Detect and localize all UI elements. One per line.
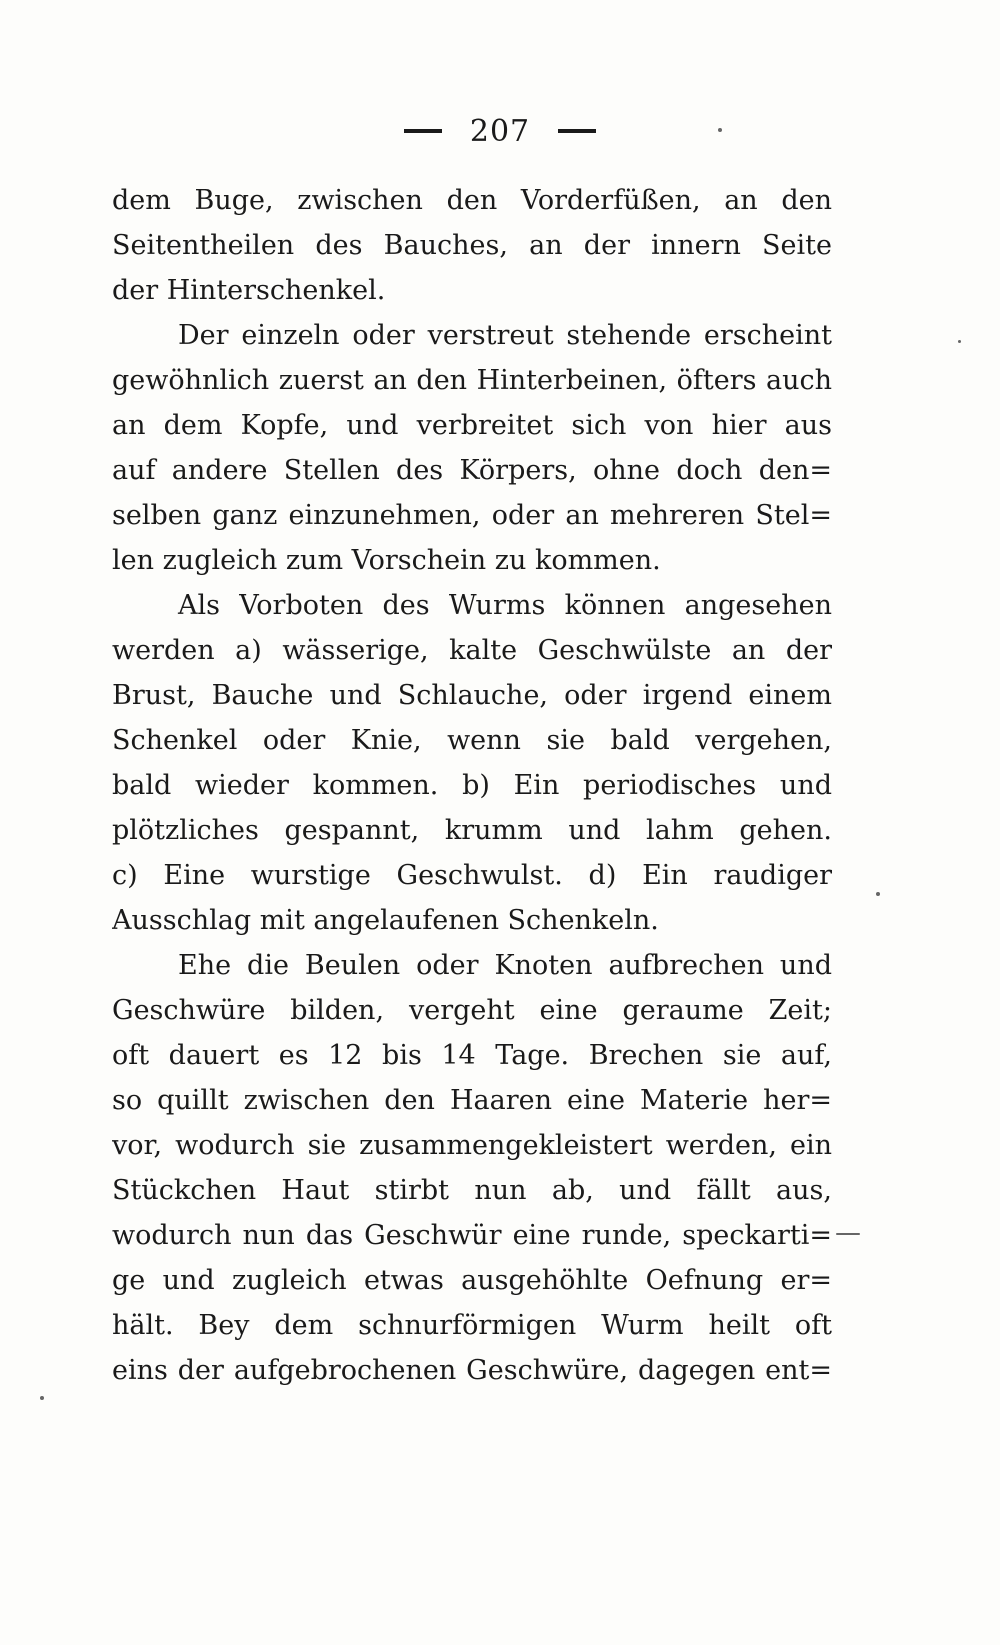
text-line: werden a) wässerige, kalte Geschwülste an der [112, 635, 832, 666]
text-line: len zugleich zum Vorschein zu kommen. [112, 545, 661, 576]
text-line: oft dauert es 12 bis 14 Tage. Brechen sie auf, [112, 1040, 832, 1071]
text-line: Schenkel oder Knie, wenn sie bald vergehen, [112, 725, 832, 756]
text-line: auf andere Stellen des Körpers, ohne doch den= [112, 455, 832, 486]
page-text [112, 178, 832, 1393]
text-line: Ausschlag mit angelaufenen Schenkeln. [112, 905, 659, 936]
text-line: Seitentheilen des Bauches, an der innern Seite [112, 230, 832, 261]
text-line: Der einzeln oder verstreut stehende erscheint [178, 320, 832, 351]
scan-speck [958, 340, 961, 343]
scan-speck [718, 128, 722, 132]
text-line: so quillt zwischen den Haaren eine Materie her= [112, 1085, 832, 1116]
text-line: Geschwüre bilden, vergeht eine geraume Zeit; [112, 995, 832, 1026]
text-line: Brust, Bauche und Schlauche, oder irgend einem [112, 680, 832, 711]
text-line: selben ganz einzunehmen, oder an mehreren Stel= [112, 500, 832, 531]
header-dash-right [558, 129, 596, 133]
text-line: wodurch nun das Geschwür eine runde, speckarti= [112, 1220, 832, 1251]
paragraph [112, 943, 832, 1393]
text-line: c) Eine wurstige Geschwulst. d) Ein raudiger [112, 860, 832, 891]
paragraph [112, 313, 832, 583]
text-line: vor, wodurch sie zusammengekleistert werden, ein [112, 1130, 832, 1161]
page-header [0, 112, 1000, 149]
text-line: eins der aufgebrochenen Geschwüre, dagegen ent= [112, 1355, 832, 1386]
paragraph [112, 178, 832, 313]
text-line: an dem Kopfe, und verbreitet sich von hier aus [112, 410, 832, 441]
text-line: dem Buge, zwischen den Vorderfüßen, an den [112, 185, 832, 216]
text-line: Stückchen Haut stirbt nun ab, und fällt aus, [112, 1175, 832, 1206]
scan-speck [40, 1396, 44, 1400]
scan-speck [836, 1233, 860, 1235]
text-line: ge und zugleich etwas ausgehöhlte Oefnung er= [112, 1265, 832, 1296]
text-line: der Hinterschenkel. [112, 275, 386, 306]
scan-speck [876, 892, 880, 896]
text-line: bald wieder kommen. b) Ein periodisches und [112, 770, 832, 801]
header-dash-left [404, 129, 442, 133]
text-line: Als Vorboten des Wurms können angesehen [178, 590, 832, 621]
text-line: Ehe die Beulen oder Knoten aufbrechen und [178, 950, 832, 981]
text-line: plötzliches gespannt, krumm und lahm gehen. [112, 815, 832, 846]
page-number: 207 [469, 113, 531, 149]
paragraph [112, 583, 832, 943]
text-line: hält. Bey dem schnurförmigen Wurm heilt oft [112, 1310, 832, 1341]
text-line: gewöhnlich zuerst an den Hinterbeinen, öfters auch [112, 365, 832, 396]
